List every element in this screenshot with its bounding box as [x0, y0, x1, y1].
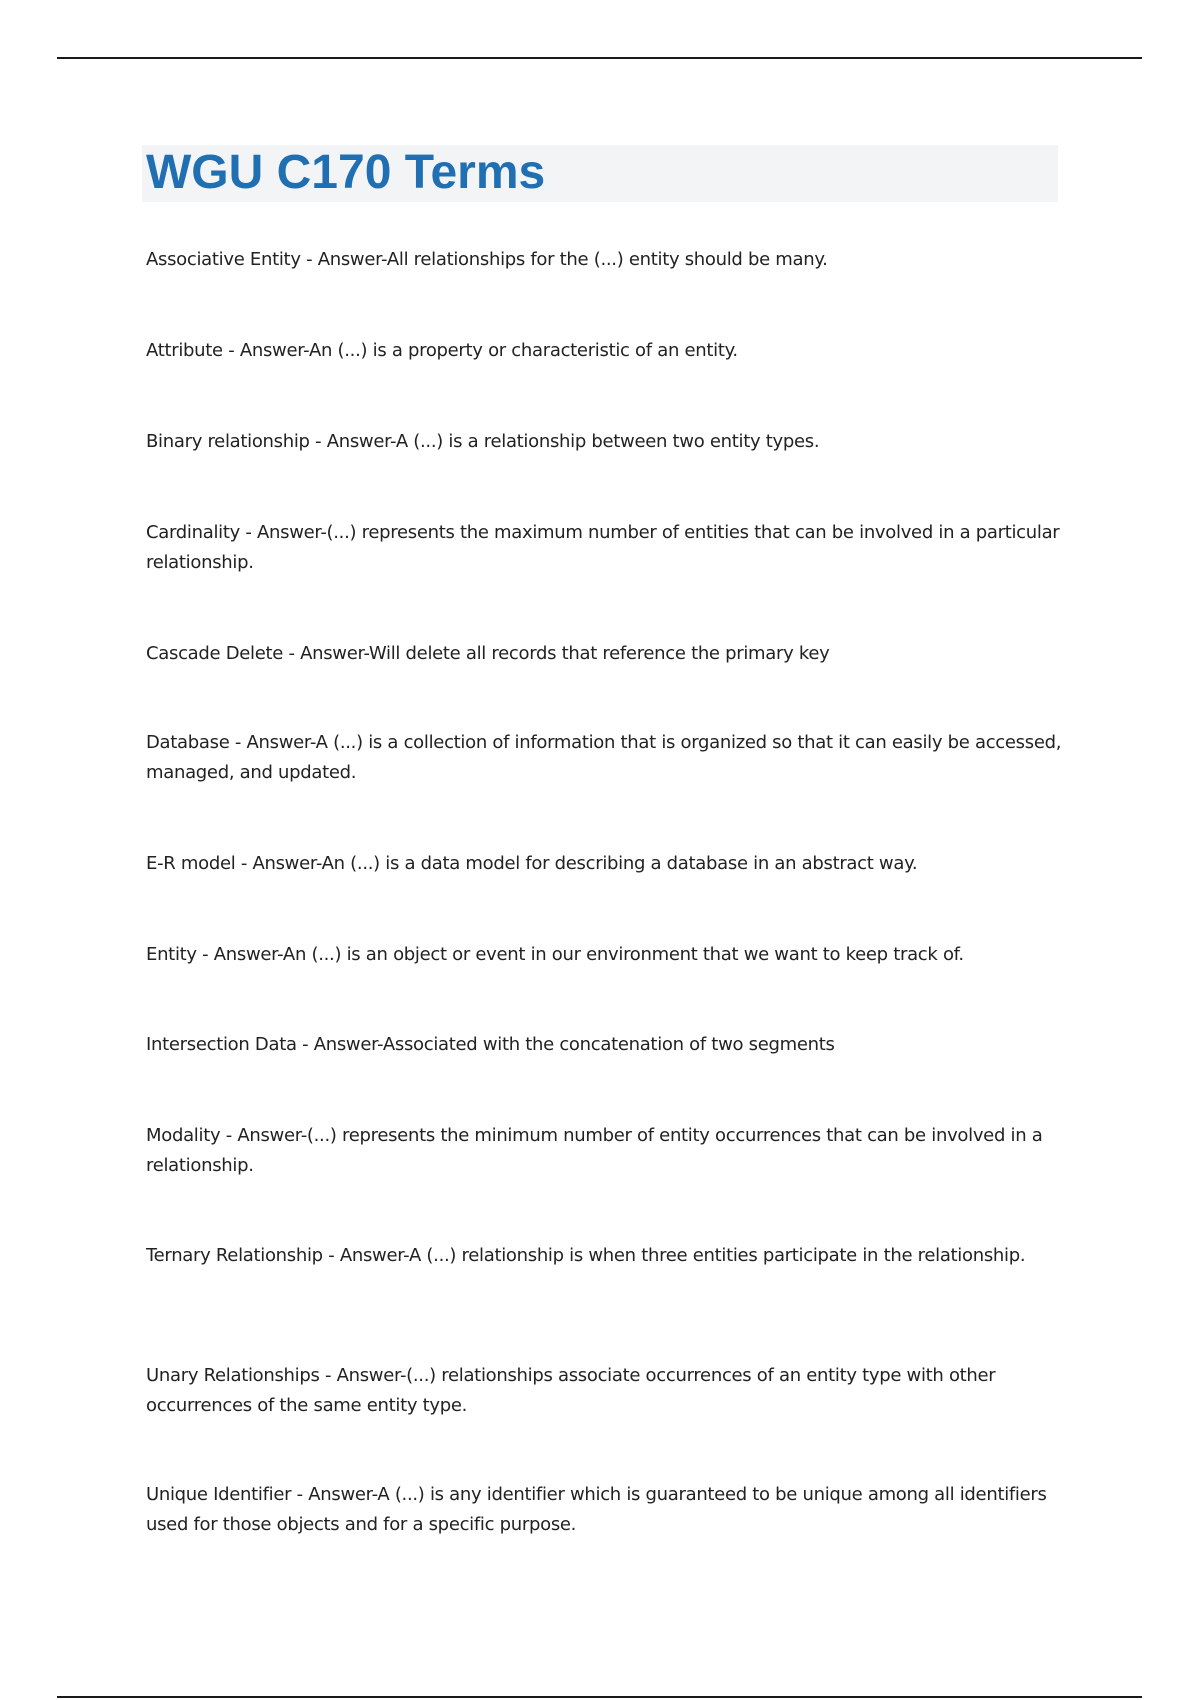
term-ternary-relationship: Ternary Relationship - Answer-A (...) relationship is when three entities participate in the relationship. — [146, 1245, 1026, 1266]
term-database: Database - Answer-A (...) is a collection of information that is organized so that it can easily be accessed, managed, and updated. — [146, 732, 1062, 783]
top-rule — [57, 57, 1142, 59]
term-modality: Modality - Answer-(...) represents the minimum number of entity occurrences that can be involved in a relationship. — [146, 1125, 1043, 1176]
term-er-model: E-R model - Answer-An (...) is a data model for describing a database in an abstract way. — [146, 853, 918, 874]
document-title: WGU C170 Terms — [146, 146, 546, 199]
term-intersection-data: Intersection Data - Answer-Associated with the concatenation of two segments — [146, 1034, 835, 1055]
term-cardinality: Cardinality - Answer-(...) represents the maximum number of entities that can be involved in a particular relationship. — [146, 522, 1060, 573]
term-entity: Entity - Answer-An (...) is an object or event in our environment that we want to keep track of. — [146, 944, 964, 965]
term-cascade-delete: Cascade Delete - Answer-Will delete all records that reference the primary key — [146, 643, 830, 664]
term-associative-entity: Associative Entity - Answer-All relationships for the (...) entity should be many. — [146, 249, 828, 270]
bottom-rule — [57, 1696, 1142, 1698]
term-unary-relationships: Unary Relationships - Answer-(...) relationships associate occurrences of an entity type with other occurrences of the same entity type. — [146, 1365, 996, 1416]
term-unique-identifier: Unique Identifier - Answer-A (...) is any identifier which is guaranteed to be unique among all identifiers used for those objects and for a specific purpose. — [146, 1484, 1047, 1535]
term-attribute: Attribute - Answer-An (...) is a property or characteristic of an entity. — [146, 340, 738, 361]
term-binary-relationship: Binary relationship - Answer-A (...) is a relationship between two entity types. — [146, 431, 820, 452]
